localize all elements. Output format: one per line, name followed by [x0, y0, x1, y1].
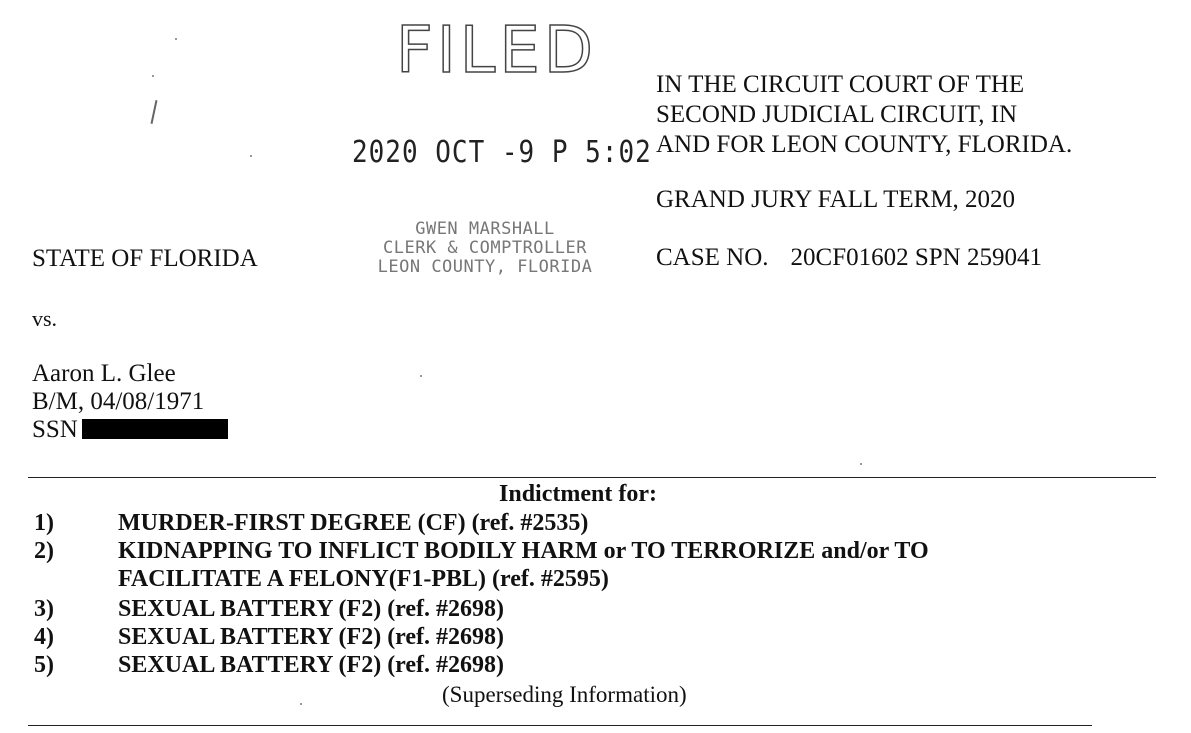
case-number-value: 20CF01602 SPN 259041 — [790, 244, 1042, 271]
scan-mark — [151, 100, 158, 124]
scan-speck — [175, 38, 177, 40]
filed-stamp: FILED — [396, 14, 598, 88]
case-number — [656, 244, 1042, 272]
charge-number: 1) — [34, 510, 54, 536]
defendant-block — [32, 360, 228, 444]
grand-jury-term: GRAND JURY FALL TERM, 2020 — [656, 186, 1016, 213]
filed-stamp-datetime: 2020 OCT -9 P 5:02 — [352, 135, 652, 171]
divider-bottom — [28, 725, 1092, 726]
versus: vs. — [32, 306, 58, 331]
clerk-stamp-county: LEON COUNTY, FLORIDA — [377, 257, 593, 277]
charge-text: SEXUAL BATTERY (F2) (ref. #2698) — [118, 652, 505, 678]
scan-speck — [300, 703, 302, 705]
indictment-heading: Indictment for: — [499, 481, 657, 507]
defendant-descriptor: B/M, 04/08/1971 — [32, 388, 205, 415]
charge-text: SEXUAL BATTERY (F2) (ref. #2698) — [118, 596, 505, 622]
case-number-label: CASE NO. — [656, 244, 769, 271]
divider-top — [28, 477, 1156, 478]
court-line-2: SECOND JUDICIAL CIRCUIT, IN — [656, 101, 1018, 128]
charge-number: 4) — [34, 624, 54, 650]
scan-speck — [860, 463, 862, 465]
redaction-bar — [82, 419, 228, 439]
charge-number: 2) — [34, 538, 54, 564]
plaintiff: STATE OF FLORIDA — [32, 245, 258, 272]
charge-text: MURDER-FIRST DEGREE (CF) (ref. #2535) — [118, 510, 589, 536]
charge-number: 3) — [34, 596, 54, 622]
charge-number: 5) — [34, 652, 54, 678]
court-line-1: IN THE CIRCUIT COURT OF THE — [656, 71, 1025, 98]
court-line-3: AND FOR LEON COUNTY, FLORIDA. — [656, 131, 1073, 158]
defendant-ssn — [32, 416, 228, 444]
defendant-name: Aaron L. Glee — [32, 360, 176, 387]
scan-speck — [420, 375, 422, 377]
superseding-note: (Superseding Information) — [442, 682, 687, 707]
scan-speck — [250, 155, 252, 157]
clerk-stamp-name: GWEN MARSHALL — [415, 219, 555, 239]
charge-text-continued: FACILITATE A FELONY(F1-PBL) (ref. #2595) — [118, 566, 609, 592]
scan-speck — [152, 75, 154, 77]
clerk-stamp — [360, 220, 610, 277]
ssn-label: SSN — [32, 416, 78, 443]
clerk-stamp-title: CLERK & COMPTROLLER — [383, 238, 587, 258]
charge-text: SEXUAL BATTERY (F2) (ref. #2698) — [118, 624, 505, 650]
charge-text: KIDNAPPING TO INFLICT BODILY HARM or TO TERRORIZE and/or TO — [118, 538, 929, 564]
court-caption — [656, 70, 1072, 160]
